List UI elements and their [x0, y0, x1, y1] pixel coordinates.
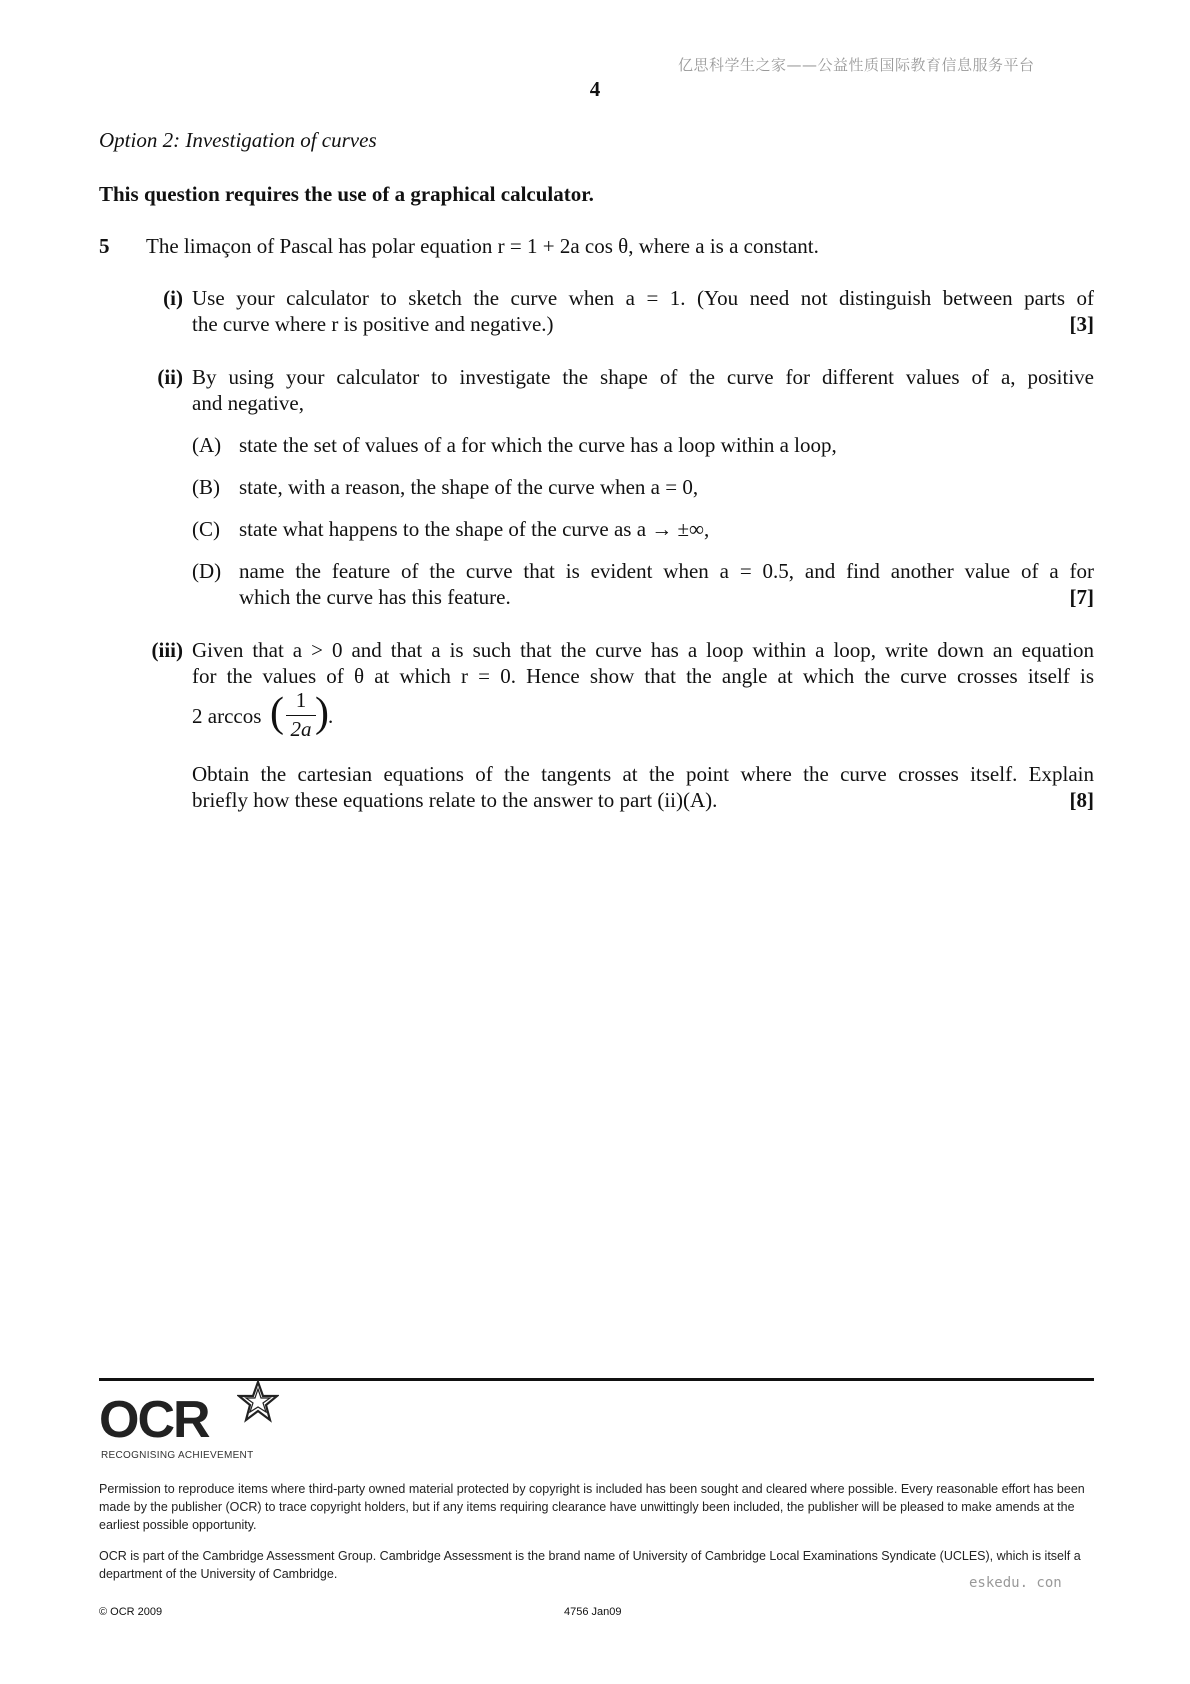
part-i-line1: Use your calculator to sketch the curve when a = 1. (You need not distinguish between parts of — [192, 286, 1094, 310]
subpart-B-text: state, with a reason, the shape of the curve when a = 0, — [239, 475, 699, 499]
part-ii-line2: and negative, — [192, 391, 304, 415]
part-i-label: (i) — [163, 286, 183, 310]
part-iii-label: (iii) — [151, 638, 183, 662]
subpart-C-text: state what happens to the shape of the curve as a → ±∞, — [239, 517, 710, 541]
part-iii-line2: for the values of θ at which r = 0. Hence show that the angle at which the curve crosses itself is — [192, 664, 1094, 688]
part-i-line2: the curve where r is positive and negative.) — [192, 312, 554, 336]
subpart-D-line2: which the curve has this feature. — [239, 585, 511, 609]
part-iii-marks: [8] — [1069, 788, 1094, 812]
star-icon — [237, 1380, 279, 1426]
subpart-D-text — [239, 558, 1094, 610]
calculator-note: This question requires the use of a graphical calculator. — [99, 182, 594, 206]
part-iii-paragraph2 — [192, 761, 1094, 813]
watermark-text: 亿思科学生之家——公益性质国际教育信息服务平台 — [678, 56, 1035, 74]
part-iii-line1: Given that a > 0 and that a is such that the curve has a loop within a loop, write down an equation — [192, 638, 1094, 662]
ocr-logo-text: OCR — [99, 1391, 209, 1449]
right-paren: ) — [315, 690, 329, 736]
formula-numerator: 1 — [295, 688, 307, 712]
part-ii-line1: By using your calculator to investigate the shape of the curve for different values of a, positive — [192, 365, 1094, 389]
subpart-A-label: (A) — [192, 433, 222, 457]
part-i-marks: [3] — [1069, 312, 1094, 336]
subpart-C-label: (C) — [192, 517, 220, 541]
page-number: 4 — [589, 77, 601, 101]
permission-notice: Permission to reproduce items where third-party owned material protected by copyright is included has been sought and cleared where possible. Every reasonable effort has been made by the publisher (OCR) to trace copyright holders, but if any items requiring clearance have unwittingly been included, the publisher will be pleased to make amends at the earliest possible opportunity. — [99, 1482, 1085, 1532]
part-ii-marks: [7] — [1069, 585, 1094, 609]
formula-suffix: . — [328, 704, 334, 728]
question-number: 5 — [99, 234, 110, 258]
site-watermark: eskedu. con — [969, 1575, 1062, 1591]
question-stem — [146, 233, 1096, 259]
subpart-D-label: (D) — [192, 559, 222, 583]
stem-post: , where a is a constant. — [628, 234, 819, 258]
formula-prefix: 2 arccos — [192, 704, 262, 728]
left-paren: ( — [270, 690, 284, 736]
part-iii-text — [192, 637, 1094, 689]
part-ii-text — [192, 364, 1094, 416]
subpart-B-label: (B) — [192, 475, 220, 499]
stem-equation: r = 1 + 2a cos θ — [497, 234, 629, 258]
stem-pre: The limaçon of Pascal has polar equation — [146, 234, 498, 258]
paper-code: 4756 Jan09 — [564, 1606, 622, 1618]
option-title: Option 2: Investigation of curves — [99, 128, 377, 152]
part-iii-para2-line1: Obtain the cartesian equations of the tangents at the point where the curve crosses itself. Explain — [192, 762, 1094, 786]
copyright: © OCR 2009 — [99, 1606, 163, 1618]
ocr-tagline: RECOGNISING ACHIEVEMENT — [101, 1450, 254, 1461]
ocr-logo — [99, 1380, 279, 1458]
ocr-group-notice: OCR is part of the Cambridge Assessment Group. Cambridge Assessment is the brand name of University of Cambridge Local Examinations Syndicate (UCLES), which is itself a department of the University of Cambridge. — [99, 1549, 1081, 1581]
part-ii-label: (ii) — [157, 365, 183, 389]
formula-denominator: 2a — [290, 717, 312, 741]
part-i-text — [192, 285, 1094, 337]
subpart-A-text: state the set of values of a for which the curve has a loop within a loop, — [239, 433, 837, 457]
part-iii-para2-line2: briefly how these equations relate to the answer to part (ii)(A). — [192, 788, 718, 812]
subpart-D-line1: name the feature of the curve that is evident when a = 0.5, and find another value of a for — [239, 559, 1094, 583]
